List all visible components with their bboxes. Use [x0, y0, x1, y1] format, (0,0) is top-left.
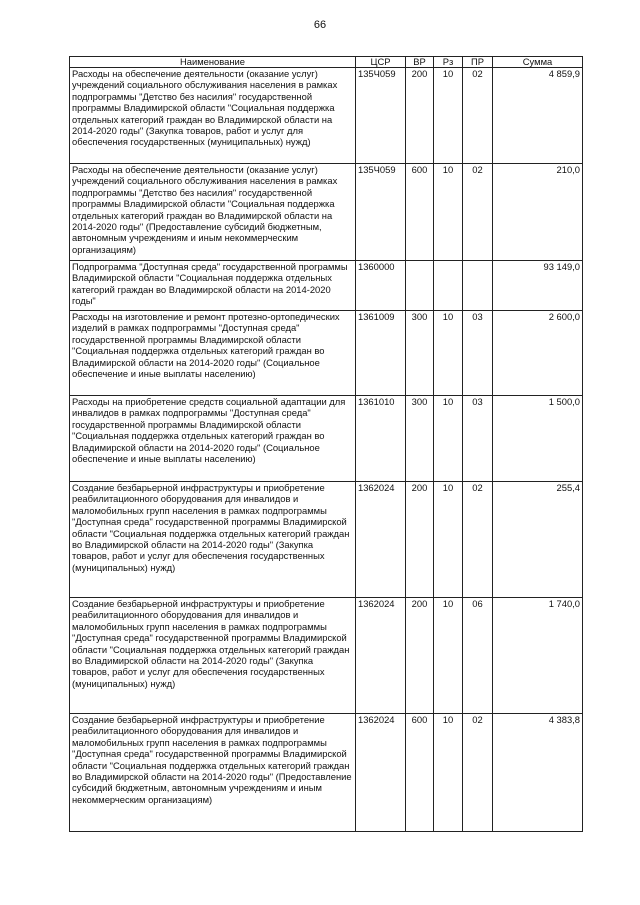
row-pr: 06	[463, 598, 493, 714]
row-csr: 1360000	[356, 261, 406, 311]
row-sum: 4 383,8	[493, 714, 583, 832]
row-rz: 10	[434, 68, 463, 164]
row-vr: 600	[406, 164, 434, 261]
row-pr: 02	[463, 714, 493, 832]
row-name: Расходы на обеспечение деятельности (оказание услуг) учреждений социального обслуживания населения в рамках подпрограммы "Детство без насилия" государственной программы Владимирской области "Социальная поддержка отдельных категорий граждан во Владимирской области на 2014-2020 годы" (Закупка товаров, работ и услуг для обеспечения государственных (муниципальных) нужд)	[70, 68, 356, 164]
page-number: 66	[313, 19, 327, 31]
row-sum: 255,4	[493, 482, 583, 598]
row-name: Создание безбарьерной инфраструктуры и приобретение реабилитационного оборудования для инвалидов и маломобильных групп населения в рамках подпрограммы "Доступная среда" государственной программы Владимирской области "Социальная поддержка отдельных категорий граждан во Владимирской области на 2014-2020 годы" (Закупка товаров, работ и услуг для обеспечения государственных (муниципальных) нужд)	[70, 482, 356, 598]
row-rz: 10	[434, 598, 463, 714]
row-csr: 135Ч059	[356, 68, 406, 164]
table-row	[70, 598, 583, 714]
row-pr	[463, 261, 493, 311]
table-row	[70, 311, 583, 396]
header-rz: Рз	[434, 57, 463, 68]
row-rz: 10	[434, 396, 463, 482]
row-sum: 1 740,0	[493, 598, 583, 714]
header-sum: Сумма	[493, 57, 583, 68]
row-sum: 93 149,0	[493, 261, 583, 311]
table-row	[70, 396, 583, 482]
row-name: Создание безбарьерной инфраструктуры и приобретение реабилитационного оборудования для инвалидов и маломобильных групп населения в рамках подпрограммы "Доступная среда" государственной программы Владимирской области "Социальная поддержка отдельных категорий граждан во Владимирской области на 2014-2020 годы" (Предоставление субсидий бюджетным, автономным учреждениям и иным некоммерческим организациям)	[70, 714, 356, 832]
row-name: Расходы на обеспечение деятельности (оказание услуг) учреждений социального обслуживания населения в рамках подпрограммы "Детство без насилия" государственной программы Владимирской области "Социальная поддержка отдельных категорий граждан во Владимирской области на 2014-2020 годы" (Предоставление субсидий бюджетным, автономным учреждениям и иным некоммерческим организациям)	[70, 164, 356, 261]
table-row	[70, 261, 583, 311]
row-pr: 03	[463, 396, 493, 482]
row-name: Расходы на приобретение средств социальной адаптации для инвалидов в рамках подпрограммы "Доступная среда" государственной программы Владимирской области "Социальная поддержка отдельных категорий граждан во Владимирской области на 2014-2020 годы" (Социальное обеспечение и иные выплаты населению)	[70, 396, 356, 482]
row-vr: 200	[406, 482, 434, 598]
row-pr: 02	[463, 68, 493, 164]
budget-table	[69, 56, 583, 832]
row-vr: 200	[406, 68, 434, 164]
row-name: Создание безбарьерной инфраструктуры и приобретение реабилитационного оборудования для инвалидов и маломобильных групп населения в рамках подпрограммы "Доступная среда" государственной программы Владимирской области "Социальная поддержка отдельных категорий граждан во Владимирской области на 2014-2020 годы" (Закупка товаров, работ и услуг для обеспечения государственных (муниципальных) нужд)	[70, 598, 356, 714]
row-vr	[406, 261, 434, 311]
table-row	[70, 164, 583, 261]
row-pr: 03	[463, 311, 493, 396]
header-csr: ЦСР	[356, 57, 406, 68]
row-csr: 1362024	[356, 598, 406, 714]
row-csr: 1361010	[356, 396, 406, 482]
row-vr: 300	[406, 396, 434, 482]
row-rz: 10	[434, 164, 463, 261]
row-sum: 210,0	[493, 164, 583, 261]
row-name: Подпрограмма "Доступная среда" государственной программы Владимирской области "Социальная поддержка отдельных категорий граждан во Владимирской области на 2014-2020 годы"	[70, 261, 356, 311]
row-vr: 200	[406, 598, 434, 714]
row-csr: 1361009	[356, 311, 406, 396]
row-rz: 10	[434, 714, 463, 832]
row-csr: 1362024	[356, 482, 406, 598]
table-row	[70, 68, 583, 164]
row-csr: 135Ч059	[356, 164, 406, 261]
table-header-row	[70, 57, 583, 68]
header-vr: ВР	[406, 57, 434, 68]
row-rz: 10	[434, 311, 463, 396]
row-vr: 300	[406, 311, 434, 396]
row-vr: 600	[406, 714, 434, 832]
row-csr: 1362024	[356, 714, 406, 832]
row-sum: 4 859,9	[493, 68, 583, 164]
row-rz	[434, 261, 463, 311]
row-sum: 2 600,0	[493, 311, 583, 396]
table-row	[70, 482, 583, 598]
row-name: Расходы на изготовление и ремонт протезно-ортопедических изделий в рамках подпрограммы "Доступная среда" государственной программы Владимирской области "Социальная поддержка отдельных категорий граждан во Владимирской области на 2014-2020 годы" (Социальное обеспечение и иные выплаты населению)	[70, 311, 356, 396]
header-pr: ПР	[463, 57, 493, 68]
row-pr: 02	[463, 482, 493, 598]
row-pr: 02	[463, 164, 493, 261]
table-row	[70, 714, 583, 832]
row-sum: 1 500,0	[493, 396, 583, 482]
header-name: Наименование	[70, 57, 356, 68]
row-rz: 10	[434, 482, 463, 598]
